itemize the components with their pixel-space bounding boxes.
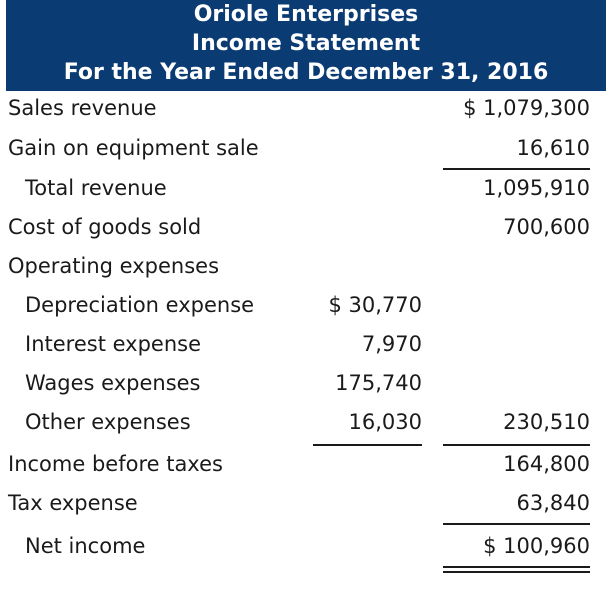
row-gain-equipment [0, 130, 613, 166]
label-total-revenue: Total revenue [25, 176, 167, 200]
row-total-revenue [0, 170, 613, 206]
label-other: Other expenses [25, 410, 191, 434]
label-sales-revenue: Sales revenue [8, 96, 157, 120]
label-wages: Wages expenses [25, 371, 201, 395]
row-sales-revenue [0, 90, 613, 126]
row-wages [0, 365, 613, 401]
detail-interest: 7,970 [361, 332, 422, 356]
amount-total-revenue: 1,095,910 [483, 176, 590, 200]
statement-header [6, 0, 606, 91]
label-tax-expense: Tax expense [8, 491, 138, 515]
double-rule-bottom [443, 571, 590, 573]
label-cogs: Cost of goods sold [8, 215, 202, 239]
row-net-income [0, 528, 613, 564]
amount-income-before-taxes: 164,800 [503, 452, 590, 476]
amount-net-income: $ 100,960 [483, 534, 590, 558]
row-tax-expense [0, 485, 613, 521]
label-net-income: Net income [25, 534, 146, 558]
row-other [0, 404, 613, 440]
statement-period: For the Year Ended December 31, 2016 [63, 60, 549, 85]
detail-other: 16,030 [348, 410, 422, 434]
amount-sales-revenue: $ 1,079,300 [463, 96, 590, 120]
label-gain-equipment: Gain on equipment sale [8, 136, 259, 160]
detail-wages: 175,740 [335, 371, 422, 395]
company-name: Oriole Enterprises [193, 2, 419, 27]
row-depreciation [0, 287, 613, 323]
amount-tax-expense: 63,840 [516, 491, 590, 515]
amount-other: 230,510 [503, 410, 590, 434]
row-income-before-taxes [0, 446, 613, 482]
label-interest: Interest expense [25, 332, 201, 356]
statement-title: Income Statement [191, 31, 421, 56]
subtotal-rule-taxes [443, 523, 590, 525]
row-cogs [0, 209, 613, 245]
label-operating-expenses: Operating expenses [8, 254, 220, 278]
label-income-before-taxes: Income before taxes [8, 452, 223, 476]
detail-depreciation: $ 30,770 [328, 293, 422, 317]
double-rule-top [443, 566, 590, 568]
row-interest [0, 326, 613, 362]
row-operating-expenses [0, 248, 613, 284]
label-depreciation: Depreciation expense [25, 293, 255, 317]
amount-cogs: 700,600 [503, 215, 590, 239]
amount-gain-equipment: 16,610 [516, 136, 590, 160]
